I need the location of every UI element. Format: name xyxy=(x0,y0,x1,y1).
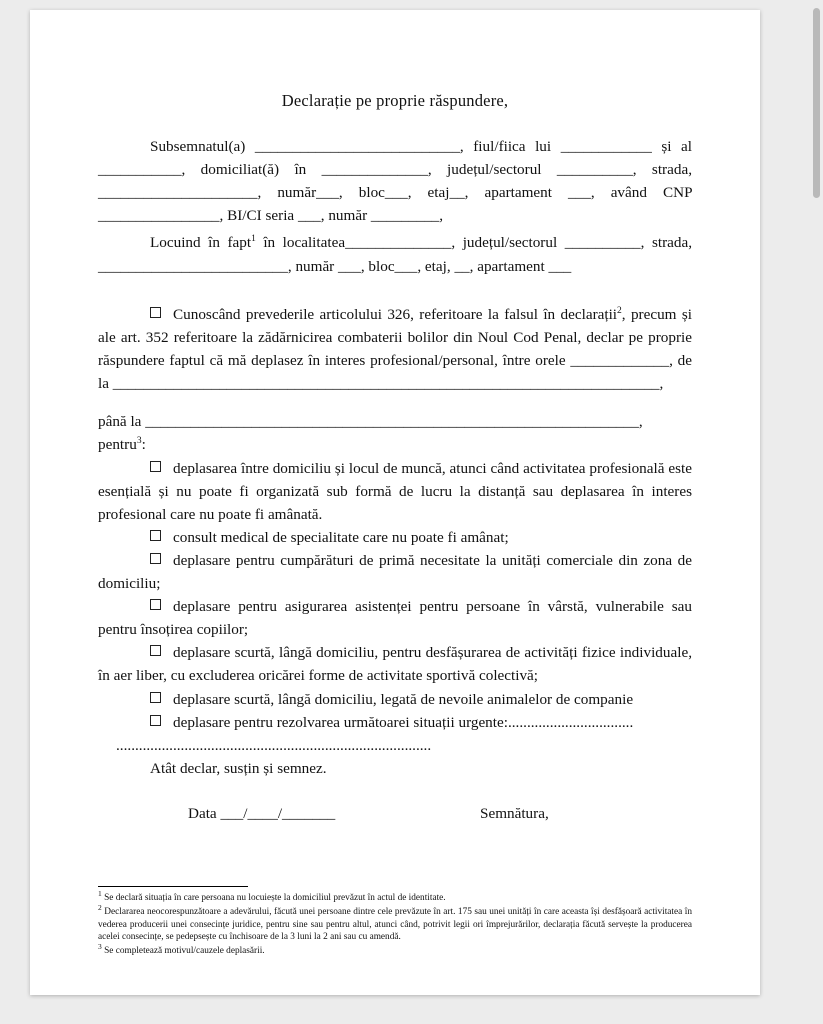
reason-label-4: deplasare pentru asigurarea asistenței pentru persoane în vârstă, vulnerabile sau pentru însoțirea copiilor; xyxy=(98,598,692,639)
reason-item-3 xyxy=(98,549,692,595)
locuind-in-fapt-label: Locuind în fapt xyxy=(150,234,252,252)
pentru-paragraph xyxy=(98,433,692,456)
pana-la-end: , xyxy=(638,413,643,431)
strada-label: , strada, xyxy=(632,161,692,179)
checkbox-reason-1[interactable] xyxy=(150,461,161,472)
strada-field[interactable]: _____________________ xyxy=(98,184,258,202)
pentru-label: pentru xyxy=(98,436,137,454)
mother-name-field[interactable]: ___________ xyxy=(98,161,182,179)
declaration-text-3: , de la xyxy=(98,352,692,393)
checkbox-reason-5[interactable] xyxy=(150,645,161,656)
reason-label-7: deplasare pentru rezolvarea următoarei situații urgente:................................. xyxy=(173,713,634,731)
pana-la-field[interactable]: _________________________________________________________________ xyxy=(145,413,639,431)
pentru-colon: : xyxy=(141,436,146,454)
cnp-field[interactable]: ________________ xyxy=(98,207,220,225)
reason-item-1 xyxy=(98,457,692,526)
reason-label-6: deplasare scurtă, lângă domiciliu, legată de nevoile animalelor de companie xyxy=(173,690,634,708)
fiul-fiica-label: , fiul/fiica lui xyxy=(459,138,561,156)
localitate-label: în localitatea xyxy=(255,234,346,252)
fiul-fiica-field[interactable]: ____________ xyxy=(560,138,652,156)
declaration-paragraph xyxy=(98,303,692,395)
subsemnatul-field[interactable]: ___________________________ xyxy=(254,138,460,156)
reason-label-5: deplasare scurtă, lângă domiciliu, pentru desfășurarea de activități fizice individuale, în aer liber, cu excluderea oricărei forme de activitate sportivă colectivă; xyxy=(98,644,692,685)
footnote-ref-1: 1 xyxy=(251,234,256,245)
declaration-text-2: , precum și ale art. 352 referitoare la zădărnicirea combaterii bolilor din Noul Cod Penal, declar pe proprie răspundere faptul că mă deplasez în interes profesional/personal, între orele xyxy=(98,305,692,370)
checkbox-reason-3[interactable] xyxy=(150,553,161,564)
viewer-left-margin xyxy=(0,0,30,1024)
footnote-3-text: Se completează motivul/cauzele deplasării. xyxy=(104,946,265,957)
declaration-text-1: Cunoscând prevederile articolului 326, referitoare la falsul în declarații xyxy=(173,305,618,323)
footnote-3 xyxy=(98,942,692,958)
footnote-2-text: Declararea neocorespunzătoare a adevărului, făcută unei persoane dintre cele prevăzute în art. 175 sau unei unități în care aceasta își desfășoară activitatea în vederea producerii unei consecințe juridice, pentru sine sau pentru altul, atunci când, potrivit legii ori împrejurărilor, declarația făcută servește la producerea acelei consecințe, se pedepsește cu închisoare de la 3 luni la 2 ani sau cu amendă. xyxy=(98,906,693,943)
closing-statement: Atât declar, susțin și semnez. xyxy=(150,759,327,777)
footnote-2-marker: 2 xyxy=(98,902,102,912)
document-title: Declarație pe proprie răspundere, xyxy=(281,91,509,110)
identity-paragraph xyxy=(98,135,692,227)
adresa-detalii-label: , număr___, bloc___, etaj__, apartament ___, având CNP xyxy=(257,184,692,202)
footnote-2 xyxy=(98,902,693,944)
checkbox-reason-2[interactable] xyxy=(150,530,161,541)
bici-label: , BI/CI seria ___, număr _________, xyxy=(219,207,444,225)
dotted-line-text: ................................................................................... xyxy=(116,736,432,754)
reason-item-7 xyxy=(98,711,692,734)
pana-la-label: până la xyxy=(98,413,146,431)
checkbox-reason-6[interactable] xyxy=(150,692,161,703)
footnote-divider xyxy=(98,886,248,887)
pana-la-paragraph xyxy=(98,410,692,433)
dotted-continuation-line[interactable] xyxy=(98,734,692,757)
reason-item-6 xyxy=(98,688,692,711)
judet-sector-field[interactable]: __________ xyxy=(556,161,633,179)
checkbox-reason-7[interactable] xyxy=(150,715,161,726)
reason-label-3: deplasare pentru cumpărături de primă necesitate la unități comerciale din zona de domiciliu; xyxy=(98,551,692,593)
footnote-3-marker: 3 xyxy=(98,942,102,952)
signature-row xyxy=(98,802,692,825)
dela-end: , xyxy=(659,375,664,393)
scrollbar-thumb[interactable] xyxy=(813,8,820,198)
dela-field[interactable]: ________________________________________________________________________ xyxy=(112,375,660,393)
page-content xyxy=(30,10,760,845)
residence-strada-field[interactable]: _________________________ xyxy=(98,257,288,275)
signature-field[interactable]: Semnătura, xyxy=(480,804,549,822)
footnote-1-text: Se declară situația în care persoana nu locuiește la domiciliul prevăzut în actul de identitate. xyxy=(104,892,446,903)
domiciliat-label: , domiciliat(ă) în xyxy=(181,161,322,179)
checkbox-reason-4[interactable] xyxy=(150,599,161,610)
footnotes-section xyxy=(98,886,692,959)
checkbox-declaration[interactable] xyxy=(150,307,161,318)
date-field[interactable]: Data ___/____/_______ xyxy=(188,804,336,822)
subsemnatul-label: Subsemnatul(a) xyxy=(150,138,255,156)
footnote-1 xyxy=(98,888,692,905)
residence-strada-label: , strada, xyxy=(640,234,693,252)
residence-detalii-label: , număr ___, bloc___, etaj, __, apartament ___ xyxy=(287,257,572,275)
si-al-label: și al xyxy=(651,138,693,156)
residence-judet-label: , județul/sectorul xyxy=(451,234,565,252)
domiciliu-localitate-field[interactable]: ______________ xyxy=(321,161,428,179)
reason-item-4 xyxy=(98,595,692,641)
residence-paragraph xyxy=(98,231,692,277)
residence-localitate-field[interactable]: ______________ xyxy=(345,234,452,252)
reason-item-5 xyxy=(98,641,692,687)
footnote-1-marker: 1 xyxy=(98,888,102,898)
reason-label-2: consult medical de specialitate care nu poate fi amânat; xyxy=(173,528,509,546)
footnote-ref-3: 3 xyxy=(136,436,142,447)
ore-field[interactable]: _____________ xyxy=(570,352,670,370)
vertical-scrollbar[interactable] xyxy=(811,6,821,1018)
reason-label-1: deplasarea între domiciliu și locul de muncă, atunci când activitatea profesională este esențială și nu poate fi organizată sub formă de lucru la distanță sau deplasarea în interes profesional care nu poate fi amânată. xyxy=(98,459,692,523)
judet-sector-label: , județul/sectorul xyxy=(427,161,557,179)
document-page xyxy=(30,10,760,995)
reason-item-2 xyxy=(98,526,692,549)
residence-judet-field[interactable]: __________ xyxy=(564,234,641,252)
footnote-ref-2: 2 xyxy=(617,305,622,316)
